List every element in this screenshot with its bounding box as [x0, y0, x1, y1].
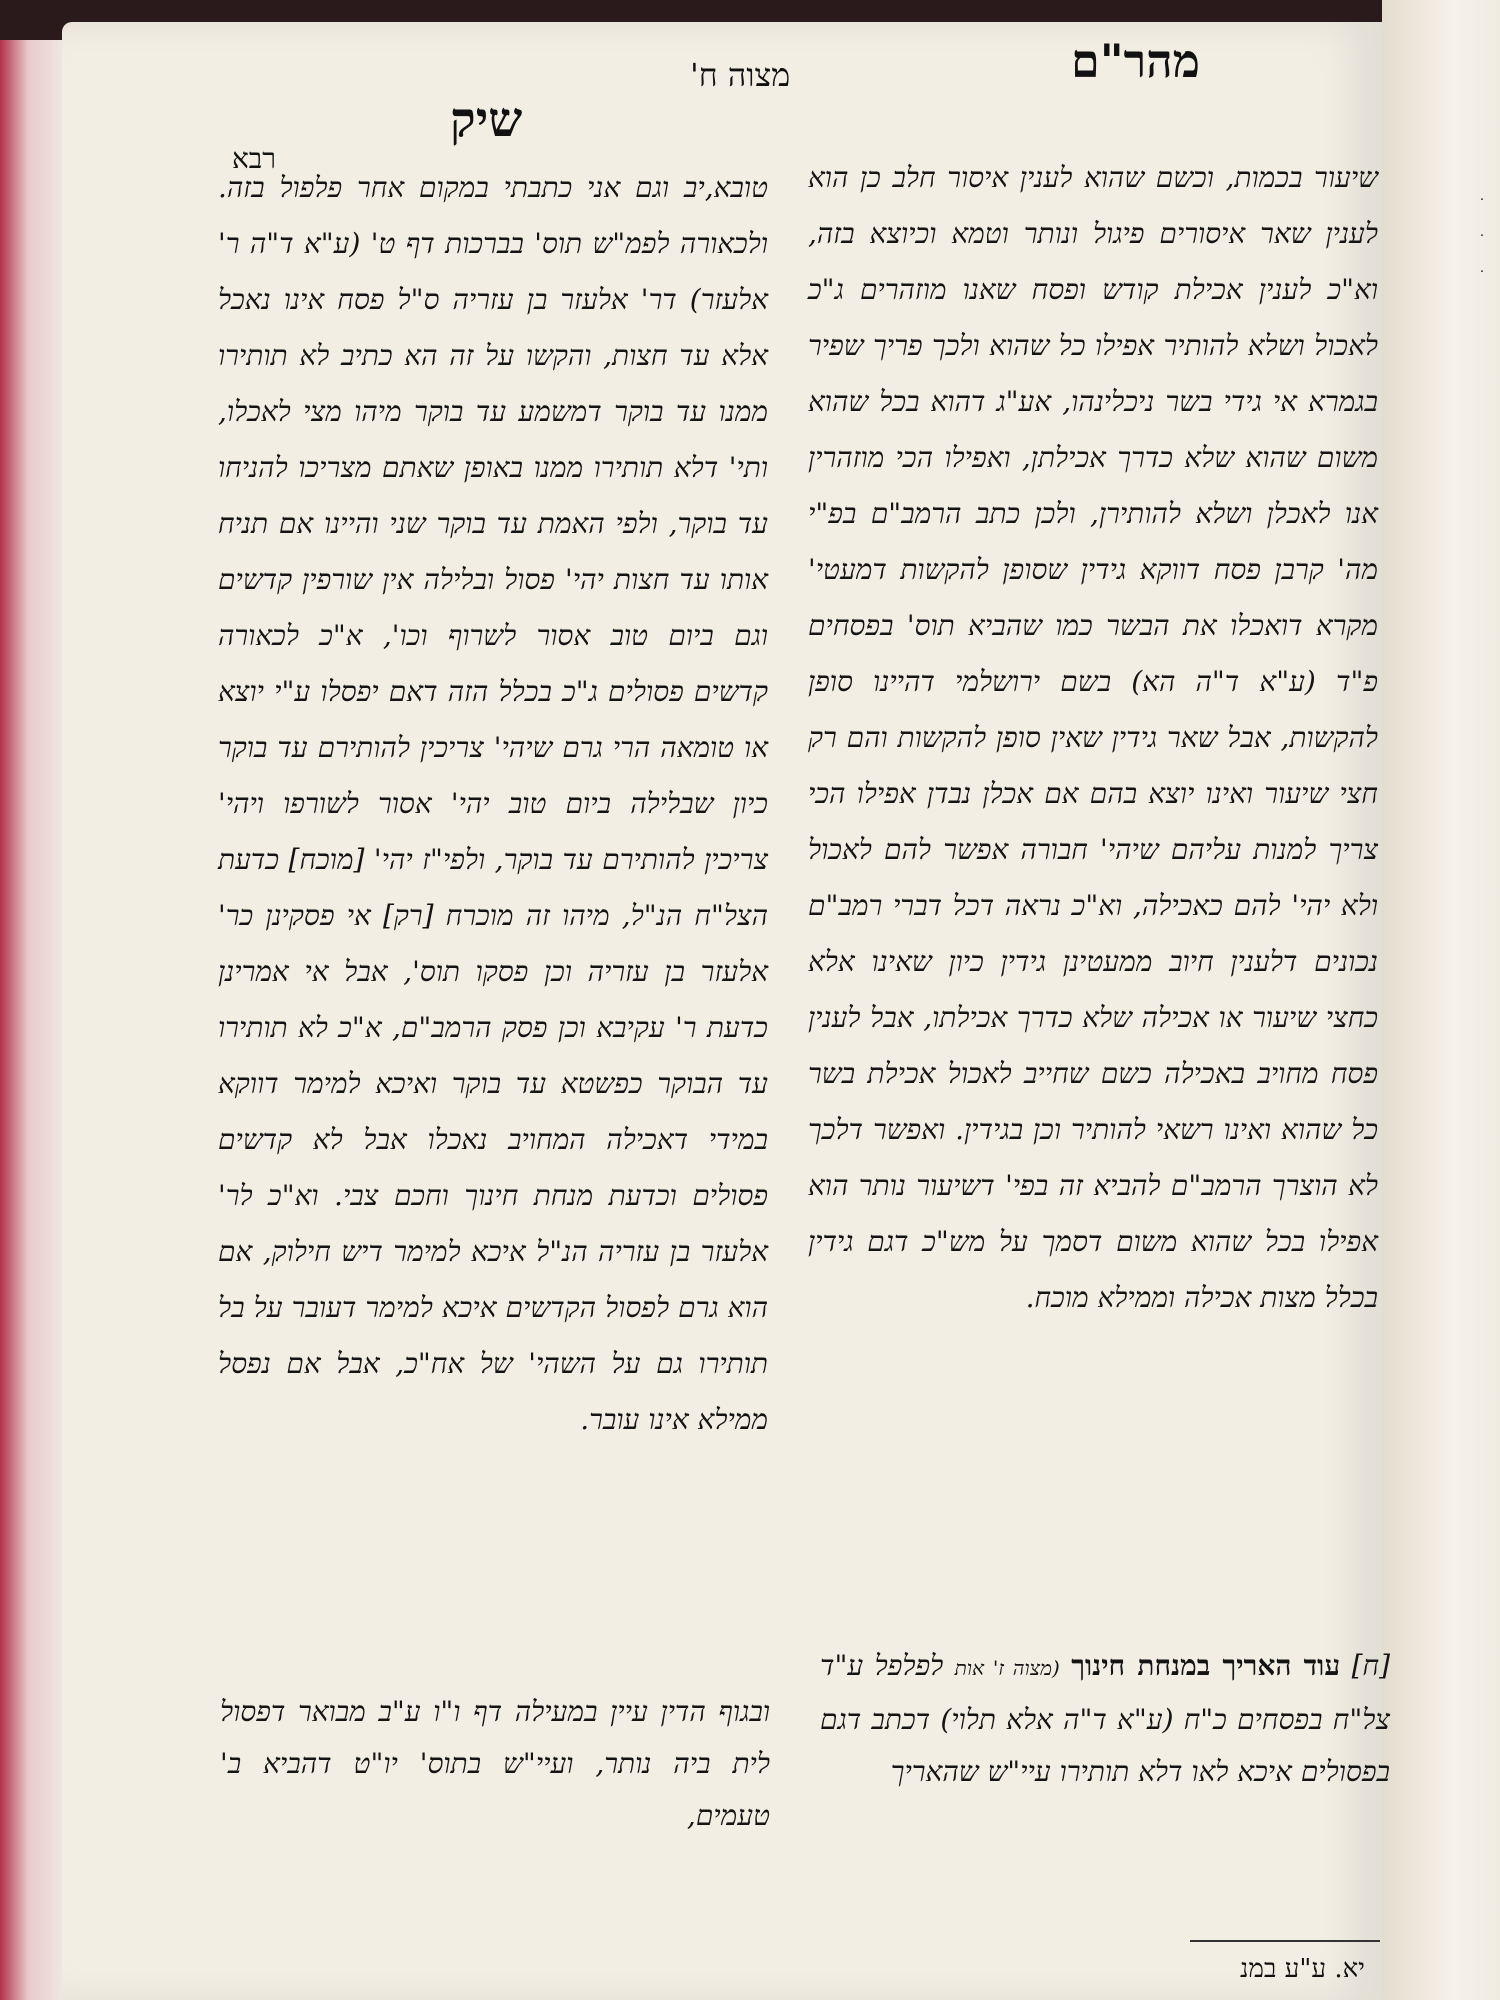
footnote: יא. ע"ע במנ	[1240, 1954, 1365, 1984]
left-lower-paragraph	[220, 1686, 770, 1842]
book-edge-left	[0, 40, 70, 2000]
section-lead: עוד האריך במנחת חינוך	[1071, 1649, 1341, 1682]
left-column-text: טובא,יב וגם אני כתבתי במקום אחר פלפול בזה. ולכאורה לפמ"ש תוס' בברכות דף ט' (ע"א ד"ה ר' אלעזר) דר' אלעזר בן עזריה ס"ל פסח אינו נאכל אלא עד חצות, והקשו על זה הא כתיב לא תותירו ממנו עד בוקר דמשמע עד בוקר מיהו מצי לאכלו, ותי' דלא תותירו ממנו באופן שאתם מצריכו להניחו עד בוקר, ולפי האמת עד בוקר שני והיינו אם תניח אותו עד חצות יהי' פסול ובלילה אין שורפין קדשים וגם ביום טוב אסור לשרוף וכו', א"כ לכאורה קדשים פסולים ג"כ בכלל הזה דאם יפסלו ע"י יוצא או טומאה הרי גרם שיהי' צריכין להותירם עד בוקר כיון שבלילה ביום טוב יהי' אסור לשורפו ויהי' צריכין להותירם עד בוקר, ולפי"ז יהי' [מוכח] כדעת הצל"ח הנ"ל, מיהו זה מוכרח [רק] אי פסקינן כר' אלעזר בן עזריה וכן פסקו תוס', אבל אי אמרינן כדעת ר' עקיבא וכן פסק הרמב"ם, א"כ לא תותירו עד הבוקר כפשטא עד בוקר ואיכא למימר דווקא במידי דאכילה המחויב נאכלו אבל לא קדשים פסולים וכדעת מנחת חינוך וחכם צבי. וא"כ לר' אלעזר בן עזריה הנ"ל איכא למימר דיש חילוק, אם הוא גרם לפסול הקדשים איכא למימר דעובר על בל תותירו גם על השהי' של אח"כ, אבל אם נפסל ממילא אינו עובר.	[218, 171, 768, 1436]
facing-page-edge	[1382, 0, 1500, 2000]
running-head-siman: שיק	[450, 92, 523, 148]
page-number: רבא	[232, 142, 277, 175]
running-head-book: מהר"ם	[1071, 34, 1200, 88]
right-column	[808, 150, 1378, 1326]
section-ref: (מצוה ז' אות	[954, 1656, 1060, 1680]
left-column	[218, 160, 768, 1448]
right-column-text: שיעור בכמות, וכשם שהוא לענין איסור חלב כן הוא לענין שאר איסורים פיגול ונותר וטמא וכיוצא בזה, וא"כ לענין אכילת קודש ופסח שאנו מוזהרים ג"כ לאכול ושלא להותיר אפילו כל שהוא ולכך פריך שפיר בגמרא אי גידי בשר ניכלינהו, אע"ג דהוא בכל שהוא משום שהוא שלא כדרך אכילתן, ואפילו הכי מוזהרין אנו לאכלן ושלא להותירן, ולכן כתב הרמב"ם בפ"י מה' קרבן פסח דווקא גידין שסופן להקשות דמעטי' מקרא דואכלו את הבשר כמו שהביא תוס' בפסחים פ"ד (ע"א ד"ה הא) בשם ירושלמי דהיינו סופן להקשות, אבל שאר גידין שאין סופן להקשות והם רק חצי שיעור ואינו יוצא בהם אם אכלן נבדן אפילו הכי צריך למנות עליהם שיהי' חבורה אפשר להם לאכול ולא יהי' להם כאכילה, וא"כ נראה דכל דברי רמב"ם נכונים דלענין חיוב ממעטינן גידין כיון שאינו אלא כחצי שיעור או אכילה שלא כדרך אכילתו, אבל לענין פסח מחויב באכילה כשם שחייב לאכול אכילת בשר כל שהוא ואינו רשאי להותיר וכן בגידין. ואפשר דלכך לא הוצרך הרמב"ם להביא זה בפי' דשיעור נותר הוא אפילו בכל שהוא משום דסמך על מש"כ דגם גידין בכלל מצות אכילה וממילא מוכח.	[808, 161, 1378, 1314]
right-lower-paragraph	[820, 1640, 1390, 1798]
left-lower-text: ובגוף הדין עיין במעילה דף ו"ו ע"ב מבואר דפסול לית ביה נותר, ועיי"ש בתוס' יו"ט דהביא ב' טעמים,	[220, 1695, 770, 1832]
running-head-mitzvah: מצוה ח'	[690, 56, 791, 94]
section-text: לפלפל ע"ד צל"ח בפסחים כ"ח (ע"א ד"ה אלא תלוי) דכתב דגם בפסולים איכא לאו דלא תותירו עיי"ש שהאריך	[820, 1649, 1390, 1788]
section-marker: [ח]	[1351, 1649, 1391, 1682]
footnote-rule	[1190, 1940, 1380, 1942]
